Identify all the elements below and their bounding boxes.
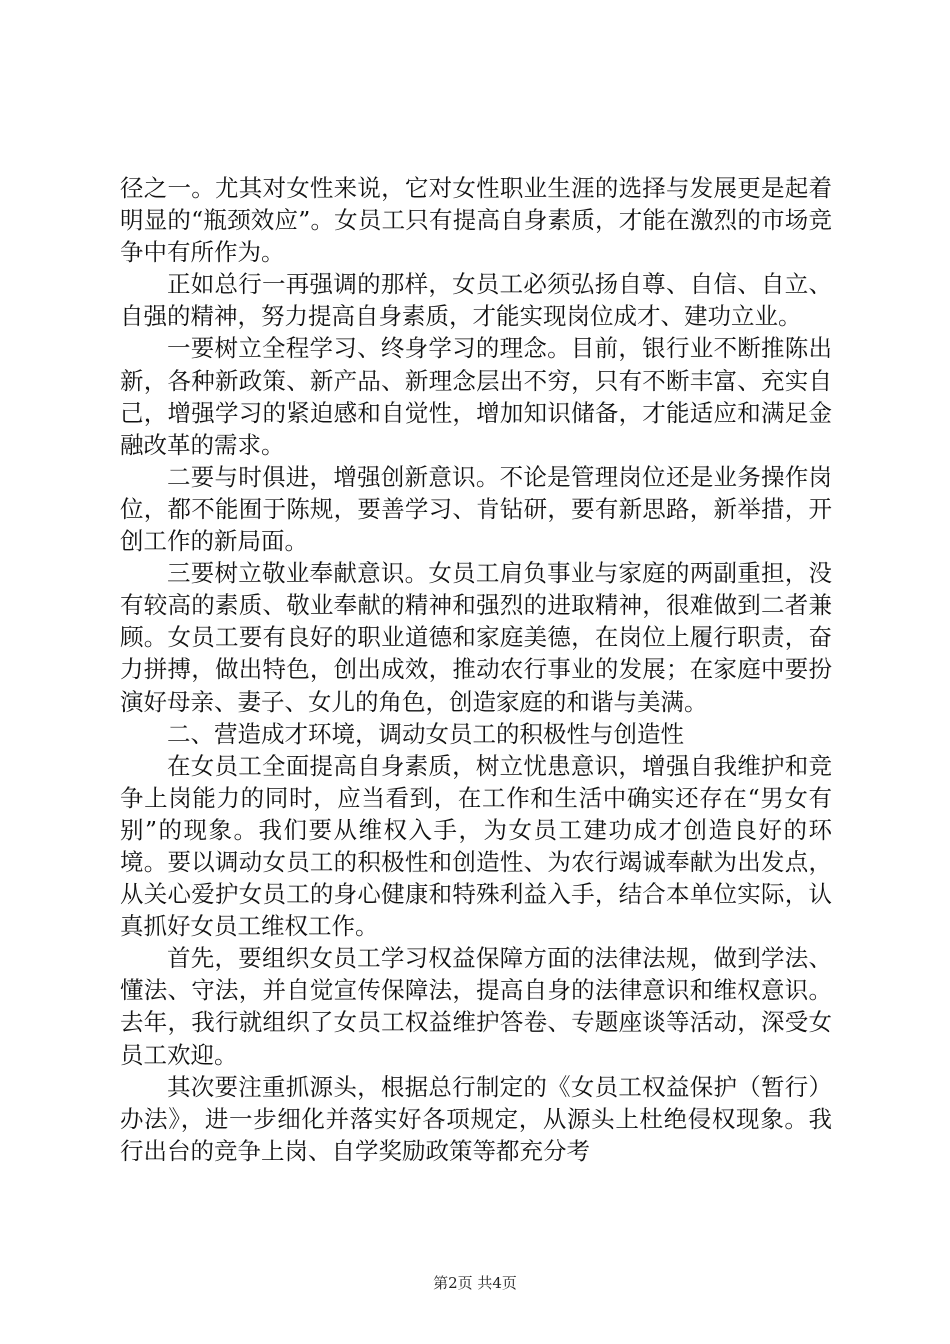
- paragraph: 其次要注重抓源头，根据总行制定的《女员工权益保护（暂行）办法》，进一步细化并落实好各项规定，从源头上杜绝侵权现象。我行出台的竞争上岗、自学奖励政策等都充分考: [120, 1072, 832, 1165]
- paragraph: 三要树立敬业奉献意识。女员工肩负事业与家庭的两副重担，没有较高的素质、敬业奉献的精神和强烈的进取精神，很难做到二者兼顾。女员工要有良好的职业道德和家庭美德，在岗位上履行职责，奋力拼搏，做出特色，创出成效，推动农行事业的发展；在家庭中要扮演好母亲、妻子、女儿的角色，创造家庭的和谐与美满。: [120, 559, 832, 716]
- paragraph-continued: 径之一。尤其对女性来说，它对女性职业生涯的选择与发展更是起着明显的“瓶颈效应”。女员工只有提高自身素质，才能在激烈的市场竞争中有所作为。: [120, 174, 832, 267]
- paragraph: 首先，要组织女员工学习权益保障方面的法律法规，做到学法、懂法、守法，并自觉宣传保障法，提高自身的法律意识和维权意识。去年，我行就组织了女员工权益维护答卷、专题座谈等活动，深受女员工欢迎。: [120, 944, 832, 1069]
- paragraph: 一要树立全程学习、终身学习的理念。目前，银行业不断推陈出新，各种新政策、新产品、新理念层出不穷，只有不断丰富、充实自己，增强学习的紧迫感和自觉性，增加知识储备，才能适应和满足金融改革的需求。: [120, 334, 832, 459]
- page-footer: 第2页 共4页: [433, 1274, 517, 1292]
- section-heading: 二、营造成才环境，调动女员工的积极性与创造性: [167, 719, 684, 748]
- paragraph: 正如总行一再强调的那样，女员工必须弘扬自尊、自信、自立、自强的精神，努力提高自身素质，才能实现岗位成才、建功立业。: [120, 270, 832, 331]
- paragraph: 在女员工全面提高自身素质，树立忧患意识，增强自我维护和竞争上岗能力的同时，应当看到，在工作和生活中确实还存在“男女有别”的现象。我们要从维权入手，为女员工建功成才创造良好的环境。要以调动女员工的积极性和创造性、为农行竭诚奉献为出发点，从关心爱护女员工的身心健康和特殊利益入手，结合本单位实际，认真抓好女员工维权工作。: [120, 751, 832, 941]
- paragraph: 二要与时俱进，增强创新意识。不论是管理岗位还是业务操作岗位，都不能囿于陈规，要善学习、肯钻研，要有新思路，新举措，开创工作的新局面。: [120, 462, 832, 556]
- document-body: [120, 172, 832, 1167]
